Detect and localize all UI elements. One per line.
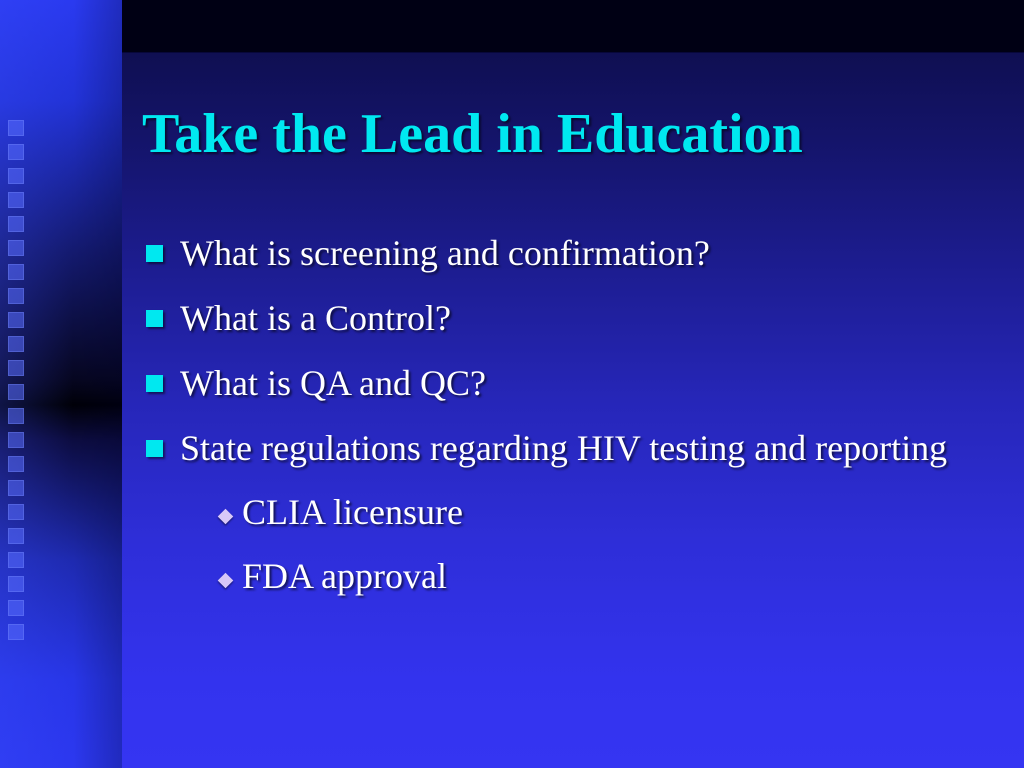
decorative-square	[8, 360, 24, 376]
decorative-square	[8, 432, 24, 448]
decorative-square	[8, 264, 24, 280]
slide-title: Take the Lead in Education	[142, 103, 803, 165]
decorative-square	[8, 504, 24, 520]
diamond-bullet-icon	[218, 573, 234, 589]
decorative-square	[8, 600, 24, 616]
decorative-square	[8, 144, 24, 160]
bullet-list	[140, 228, 1000, 616]
sub-bullet-text: CLIA licensure	[242, 492, 463, 532]
decorative-square	[8, 120, 24, 136]
decorative-square	[8, 384, 24, 400]
decorative-squares	[8, 120, 26, 648]
decorative-square	[8, 552, 24, 568]
bullet-text: State regulations regarding HIV testing and reporting	[180, 428, 948, 468]
decorative-square	[8, 576, 24, 592]
sub-bullet-item	[196, 551, 1000, 601]
decorative-square	[8, 624, 24, 640]
bullet-text: What is screening and confirmation?	[180, 233, 710, 273]
decorative-square	[8, 168, 24, 184]
diamond-bullet-icon	[218, 509, 234, 525]
square-bullet-icon	[146, 440, 163, 457]
bullet-text: What is QA and QC?	[180, 363, 486, 403]
bullet-item	[140, 293, 1000, 343]
decorative-square	[8, 312, 24, 328]
sub-bullet-list	[180, 487, 1000, 601]
decorative-square	[8, 240, 24, 256]
square-bullet-icon	[146, 375, 163, 392]
decorative-square	[8, 216, 24, 232]
decorative-square	[8, 288, 24, 304]
top-dark-bar	[122, 0, 1024, 52]
bullet-item	[140, 423, 1000, 601]
square-bullet-icon	[146, 310, 163, 327]
square-bullet-icon	[146, 245, 163, 262]
sub-bullet-text: FDA approval	[242, 556, 447, 596]
bullet-item	[140, 228, 1000, 278]
sub-bullet-item	[196, 487, 1000, 537]
left-decorative-band	[0, 0, 122, 768]
bullet-text: What is a Control?	[180, 298, 451, 338]
decorative-square	[8, 192, 24, 208]
decorative-square	[8, 336, 24, 352]
decorative-square	[8, 408, 24, 424]
bullet-item	[140, 358, 1000, 408]
decorative-square	[8, 528, 24, 544]
decorative-square	[8, 456, 24, 472]
decorative-square	[8, 480, 24, 496]
